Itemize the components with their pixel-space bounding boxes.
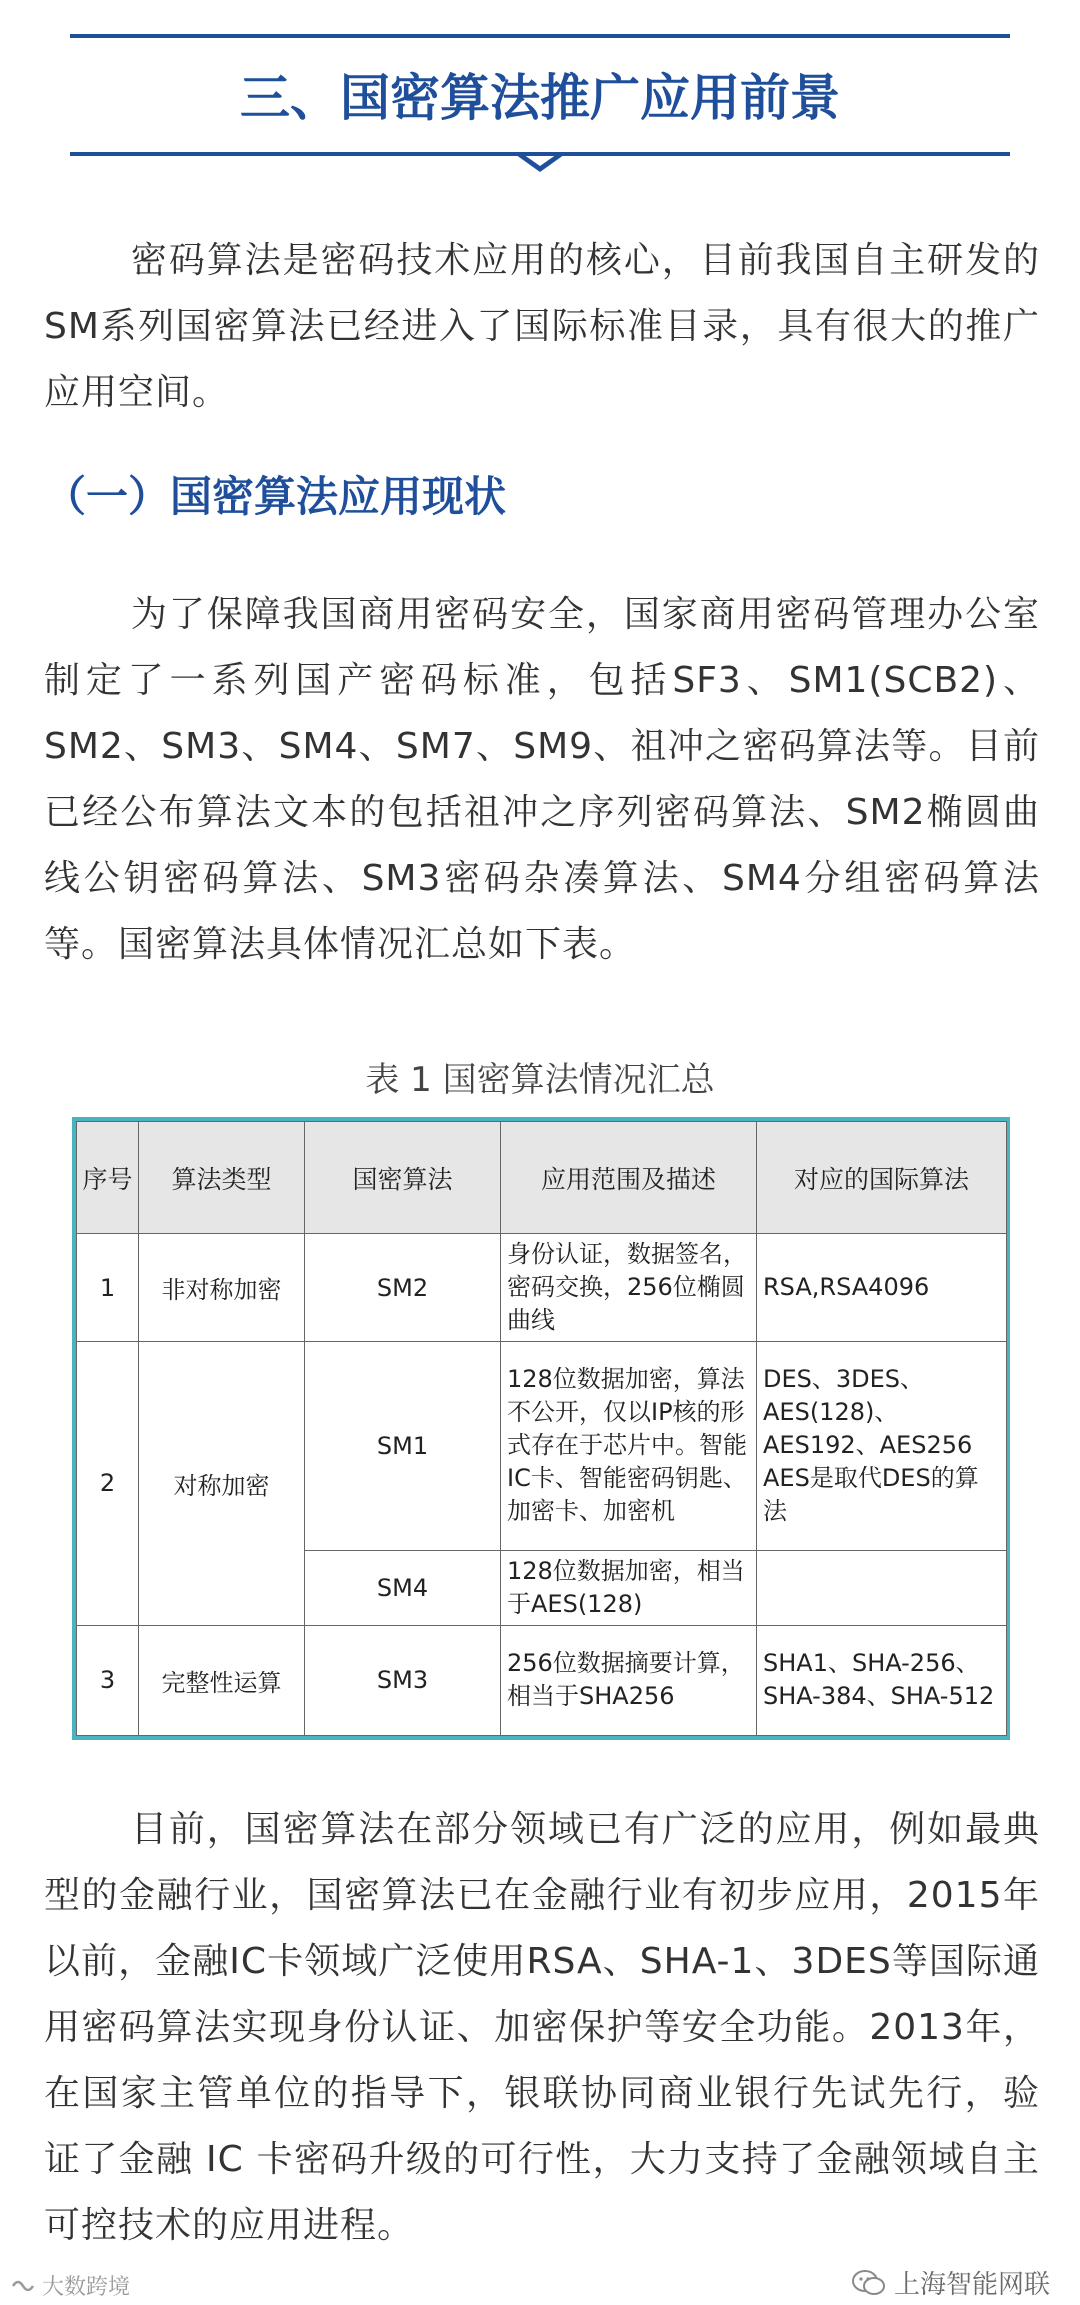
subheading: （一）国密算法应用现状 — [44, 472, 507, 521]
cell-algo: SM2 — [305, 1234, 501, 1342]
table-row — [77, 1625, 1007, 1735]
watermark-source — [852, 2264, 1050, 2301]
header-notch-icon — [510, 146, 570, 174]
cell-type: 非对称加密 — [139, 1234, 305, 1342]
header-type: 算法类型 — [139, 1122, 305, 1234]
intro-paragraph — [44, 228, 1040, 426]
watermark-source-text: 上海智能网联 — [893, 2270, 1050, 2300]
header-top-rule — [70, 34, 1010, 38]
paragraph-2 — [44, 1797, 1040, 2259]
cell-algo: SM4 — [305, 1550, 501, 1625]
cell-desc: 128位数据加密，相当于AES(128) — [501, 1550, 757, 1625]
brand-mark-icon — [10, 2276, 36, 2296]
cell-intl: RSA,RSA4096 — [757, 1234, 1007, 1342]
algorithm-table — [72, 1117, 1010, 1740]
cell-algo: SM3 — [305, 1625, 501, 1735]
cell-intl — [757, 1550, 1007, 1625]
wechat-icon — [852, 2269, 886, 2297]
cell-intl: SHA1、SHA-256、SHA-384、SHA-512 — [757, 1625, 1007, 1735]
header-intl: 对应的国际算法 — [757, 1122, 1007, 1234]
cell-no: 3 — [77, 1625, 139, 1735]
cell-desc: 256位数据摘要计算，相当于SHA256 — [501, 1625, 757, 1735]
paragraph-2-text: 目前，国密算法在部分领域已有广泛的应用，例如最典型的金融行业，国密算法已在金融行业有初步应用，2015年以前，金融IC卡领域广泛使用RSA、SHA-1、3DES等国际通用密码算法实现身份认证、加密保护等安全功能。2013年，在国家主管单位的指导下，银联协同商业银行先试先行，验证了金融 IC 卡密码升级的可行性，大力支持了金融领域自主可控技术的应用进程。 — [44, 1809, 1040, 2246]
cell-no: 2 — [77, 1342, 139, 1626]
table-row — [77, 1342, 1007, 1550]
paragraph-1-text: 为了保障我国商用密码安全，国家商用密码管理办公室制定了一系列国产密码标准，包括SF3、SM1(SCB2)、SM2、SM3、SM4、SM7、SM9、祖冲之密码算法等。目前已经公布算法文本的包括祖冲之序列密码算法、SM2椭圆曲线公钥密码算法、SM3密码杂凑算法、SM4分组密码算法等。国密算法具体情况汇总如下表。 — [44, 594, 1040, 965]
paragraph-1 — [44, 582, 1040, 978]
watermark-left-text: 大数跨境 — [42, 2275, 131, 2300]
cell-desc: 身份认证，数据签名，密码交换，256位椭圆曲线 — [501, 1234, 757, 1342]
header-no: 序号 — [77, 1122, 139, 1234]
table-header-row — [77, 1122, 1007, 1234]
header-algo: 国密算法 — [305, 1122, 501, 1234]
cell-intl: DES、3DES、AES(128)、AES192、AES256 AES是取代DES的算法 — [757, 1342, 1007, 1550]
table-row — [77, 1234, 1007, 1342]
watermark-left — [10, 2270, 130, 2301]
cell-no: 1 — [77, 1234, 139, 1342]
section-title: 三、国密算法推广应用前景 — [240, 69, 840, 127]
cell-desc: 128位数据加密，算法不公开，仅以IP核的形式存在于芯片中。智能IC卡、智能密码钥匙、加密卡、加密机 — [501, 1342, 757, 1550]
section-header — [70, 34, 1010, 174]
cell-type: 完整性运算 — [139, 1625, 305, 1735]
cell-type: 对称加密 — [139, 1342, 305, 1626]
header-desc: 应用范围及描述 — [501, 1122, 757, 1234]
cell-algo: SM1 — [305, 1342, 501, 1550]
intro-text: 密码算法是密码技术应用的核心，目前我国自主研发的SM系列国密算法已经进入了国际标准目录，具有很大的推广应用空间。 — [44, 240, 1040, 413]
table-caption: 表 1 国密算法情况汇总 — [365, 1060, 715, 1100]
